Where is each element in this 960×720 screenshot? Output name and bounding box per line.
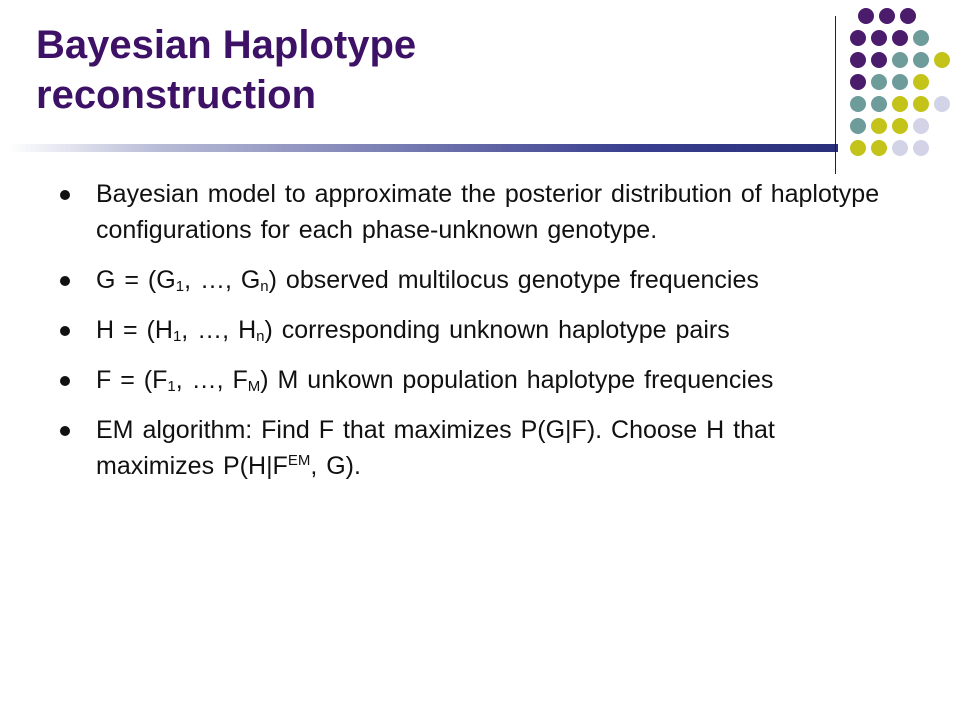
bullet-item-genotype [60,262,900,298]
bullet-text-part: , …, H [181,316,257,344]
subscript: 1 [175,278,185,295]
dot [900,8,916,24]
bullet-text-part: F = (F [96,366,168,394]
dot [850,30,866,46]
bullet-text-part: H = (H [96,316,173,344]
dot [871,96,887,112]
dot [871,52,887,68]
dot [892,96,908,112]
dot [871,118,887,134]
dot [892,140,908,156]
dot [913,52,929,68]
dot [871,74,887,90]
bullet-dot-icon [60,276,70,286]
bullet-text-part: ) observed multilocus genotype frequencies [268,266,759,294]
title-line-1: Bayesian Haplotype [36,23,417,67]
dot [850,96,866,112]
dot [850,140,866,156]
dot [879,8,895,24]
bullet-item-model [60,176,900,248]
subscript: n [256,328,265,345]
dot [913,118,929,134]
dot [871,30,887,46]
dot [858,8,874,24]
subscript: 1 [172,328,182,345]
dot [913,30,929,46]
bullet-text-part: ) M unkown population haplotype frequencies [260,366,774,394]
vertical-divider [835,16,836,174]
bullet-list [60,176,900,498]
dot [850,52,866,68]
title-underline [8,144,838,152]
subscript: n [260,278,269,295]
dot [871,140,887,156]
bullet-item-haplotype-pairs [60,312,900,348]
bullet-dot-icon [60,376,70,386]
slide-title [36,20,796,120]
bullet-text-part: EM algorithm: Find F that maximizes P(G|F). Choose H that maximizes P(H|F [96,416,775,480]
dot [892,118,908,134]
dot [913,74,929,90]
subscript: M [247,378,261,395]
dot [934,96,950,112]
bullet-item-em-algorithm [60,412,900,484]
bullet-dot-icon [60,426,70,436]
bullet-text-part: , …, G [184,266,261,294]
bullet-dot-icon [60,190,70,200]
bullet-text-part: ) corresponding unknown haplotype pairs [264,316,730,344]
subscript: 1 [167,378,176,395]
title-line-2: reconstruction [36,73,317,117]
dot [850,74,866,90]
superscript: EM [287,452,311,469]
decorative-dot-grid [850,8,960,158]
bullet-text: Bayesian model to approximate the posterior distribution of haplotype configurations for each phase-unknown genotype. [96,180,880,244]
bullet-text-part: , …, F [175,366,248,394]
bullet-item-frequencies [60,362,900,398]
dot [892,74,908,90]
bullet-text-part: G = (G [96,266,176,294]
bullet-text-part: , G). [310,452,361,480]
dot [934,52,950,68]
bullet-dot-icon [60,326,70,336]
dot [892,30,908,46]
dot [913,96,929,112]
dot [850,118,866,134]
dot [913,140,929,156]
dot [892,52,908,68]
